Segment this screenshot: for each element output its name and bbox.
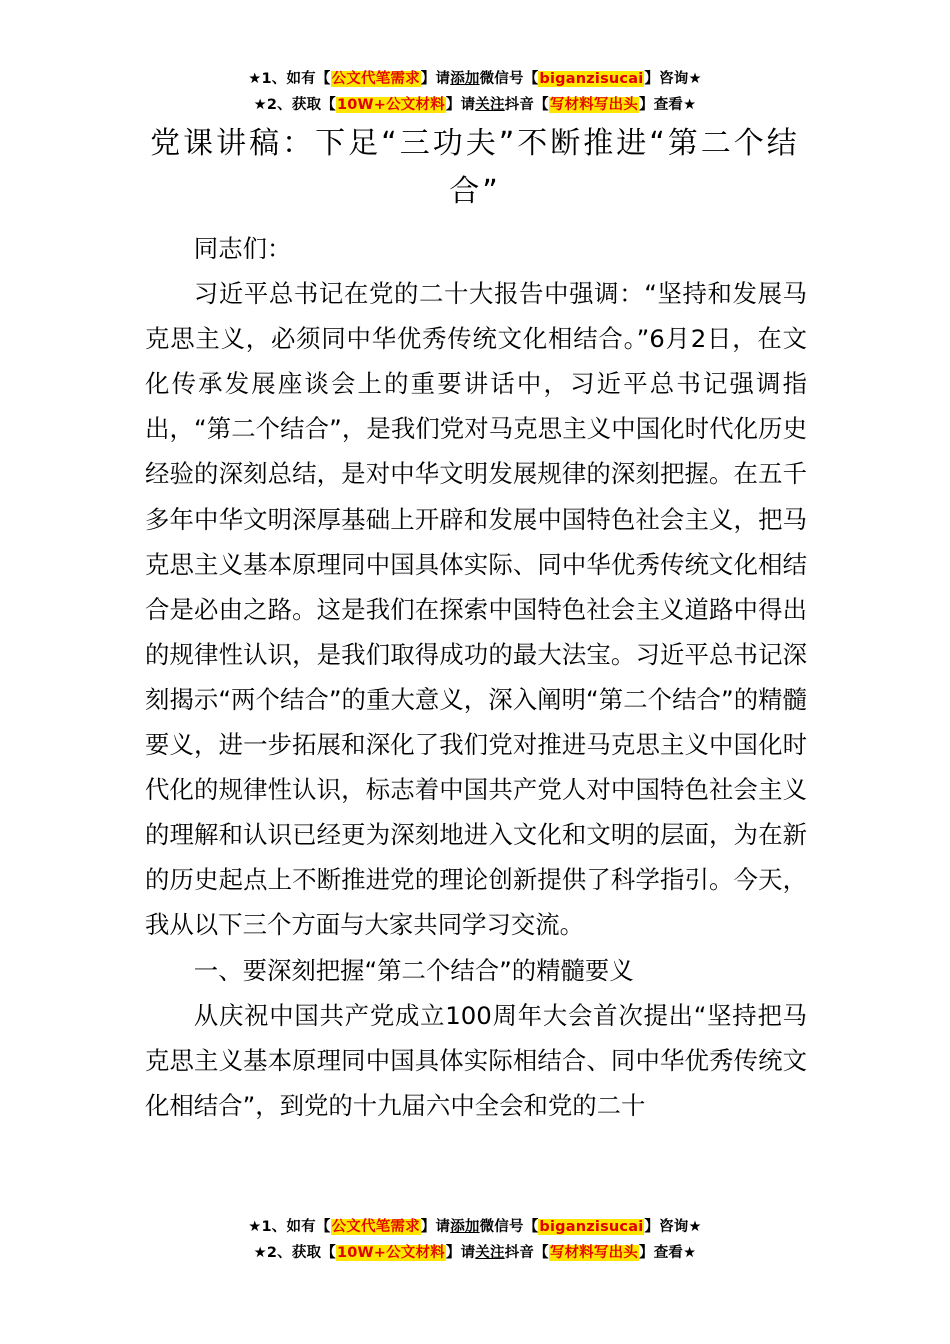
promo-text: 】查看★ <box>639 97 697 113</box>
promo-text: 抖音【 <box>504 1245 549 1261</box>
promo-text: 微信号【 <box>479 1219 539 1235</box>
promo-text: 抖音【 <box>504 97 549 113</box>
promo-line-1 <box>0 66 950 92</box>
promo-text: 】请 <box>420 71 451 87</box>
promo-highlight: 写材料写出头 <box>549 97 639 113</box>
promo-text: 】咨询★ <box>644 1219 702 1235</box>
promo-underline: 关注 <box>475 1245 505 1261</box>
promo-highlight: 公文代笔需求 <box>331 71 420 87</box>
promo-text: 】请 <box>445 97 476 113</box>
promo-underline: 添加 <box>450 1219 480 1235</box>
promo-text: 】请 <box>445 1245 476 1261</box>
promo-highlight: 10W+公文材料 <box>336 97 445 113</box>
promo-text: 】查看★ <box>639 1245 697 1261</box>
section-heading: 一、要深刻把握“第二个结合”的精髓要义 <box>193 955 634 985</box>
promo-text: ★2、获取【 <box>253 97 336 113</box>
promo-text: ★2、获取【 <box>253 1245 336 1261</box>
promo-line-1 <box>0 1214 950 1240</box>
promo-line-2 <box>0 1240 950 1266</box>
promo-highlight: biganzisucai <box>539 71 644 87</box>
promo-underline: 关注 <box>475 97 505 113</box>
promo-text: ★1、如有【 <box>248 71 331 87</box>
salutation: 同志们： <box>193 234 292 263</box>
promo-banner-bottom <box>0 1214 950 1266</box>
promo-text: 】咨询★ <box>644 71 702 87</box>
promo-underline: 添加 <box>450 71 480 87</box>
document-title: 党课讲稿：下足“三功夫”不断推进“第二个结合” <box>150 126 800 209</box>
promo-text: 】请 <box>420 1219 451 1235</box>
promo-highlight: 公文代笔需求 <box>331 1219 420 1235</box>
promo-highlight: 10W+公文材料 <box>336 1245 445 1261</box>
promo-banner-top <box>0 66 950 118</box>
body-paragraph: 习近平总书记在党的二十大报告中强调：“坚持和发展马克思主义，必须同中华优秀传统文化相结合。”6月2日，在文化传承发展座谈会上的重要讲话中，习近平总书记强调指出，“第二个结合”，是我们党对马克思主义中国化时代化历史经验的深刻总结，是对中华文明发展规律的深刻把握。在五千多年中华文明深厚基础上开辟和发展中国特色社会主义，把马克思主义基本原理同中国具体实际、同中华优秀传统文化相结合是必由之路。这是我们在探索中国特色社会主义道路中得出的规律性认识，是我们取得成功的最大法宝。习近平总书记深刻揭示“两个结合”的重大意义，深入阐明“第二个结合”的精髓要义，进一步拓展和深化了我们党对推进马克思主义中国化时代化的规律性认识，标志着中国共产党人对中国特色社会主义的理解和认识已经更为深刻地进入文化和文明的层面，为在新的历史起点上不断推进党的理论创新提供了科学指引。今天，我从以下三个方面与大家共同学习交流。 <box>145 279 807 940</box>
promo-line-2 <box>0 92 950 118</box>
promo-text: 微信号【 <box>479 71 539 87</box>
promo-highlight: 写材料写出头 <box>549 1245 639 1261</box>
body-paragraph: 从庆祝中国共产党成立100周年大会首次提出“坚持把马克思主义基本原理同中国具体实际相结合、同中华优秀传统文化相结合”，到党的十九届六中全会和党的二十 <box>145 1000 807 1120</box>
promo-highlight: biganzisucai <box>539 1219 644 1235</box>
promo-text: ★1、如有【 <box>248 1219 331 1235</box>
document-body <box>145 226 807 1128</box>
